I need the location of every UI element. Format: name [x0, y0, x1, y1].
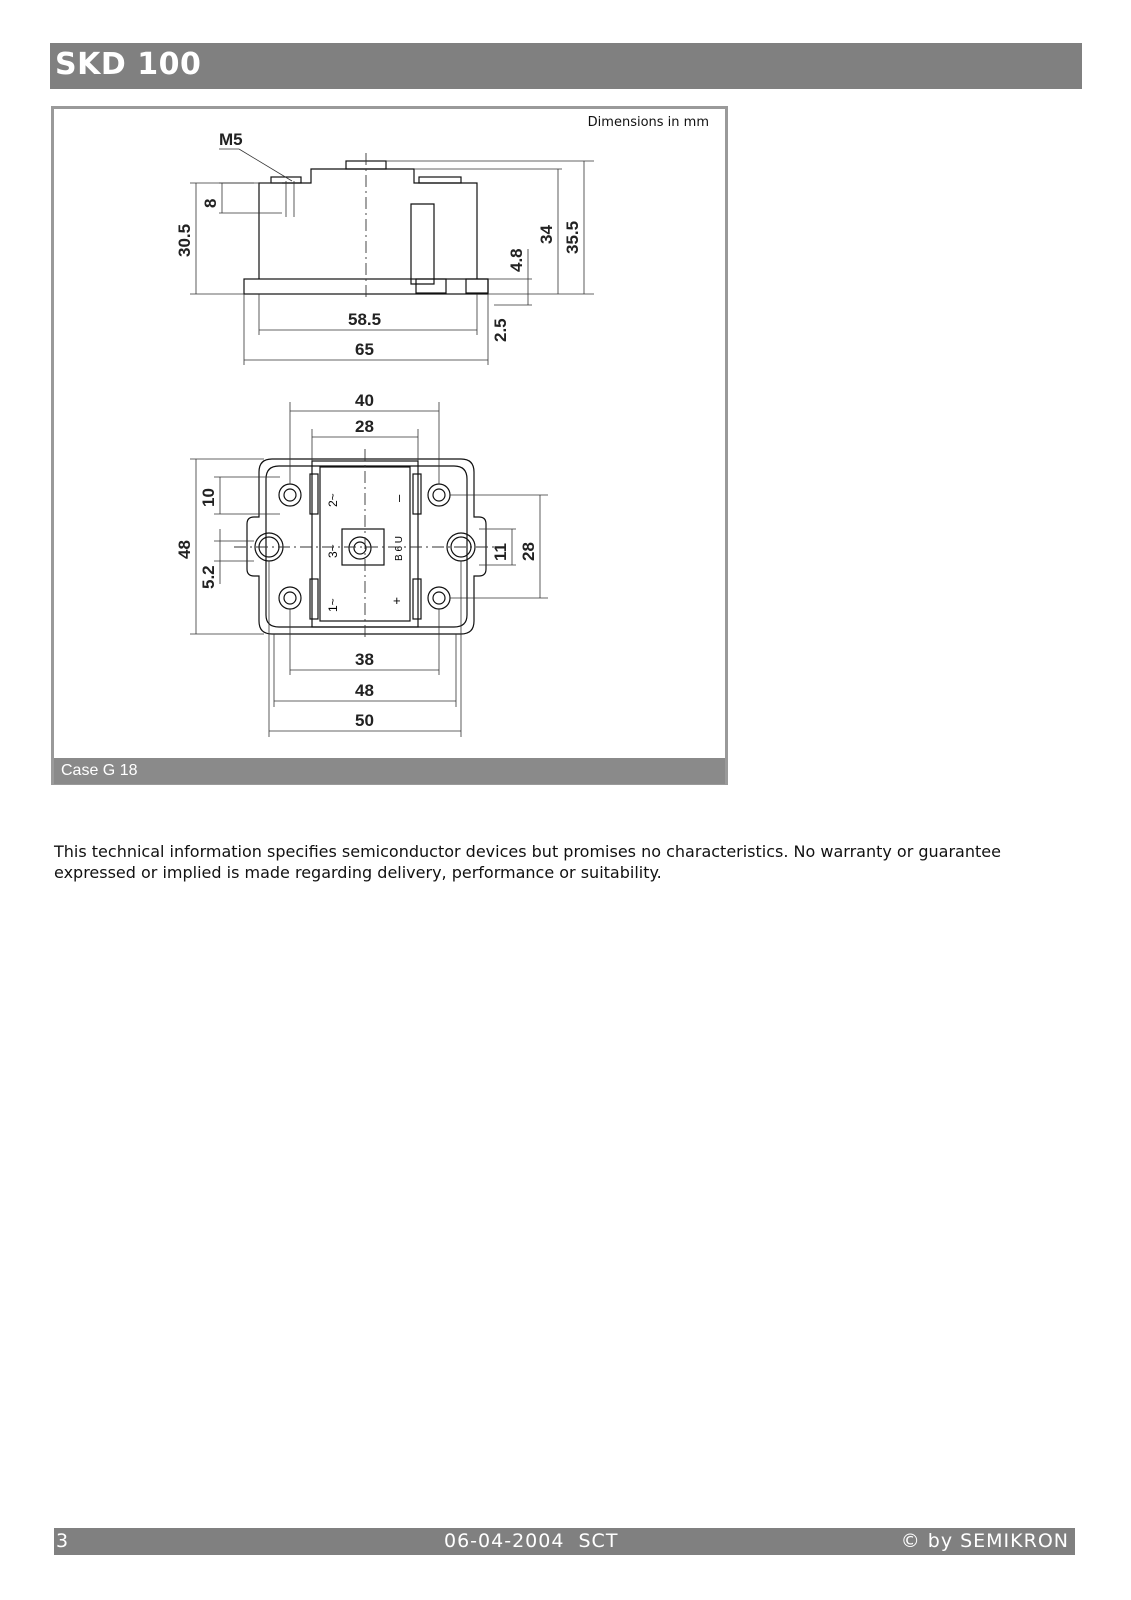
label-dim-4-8: 4.8 [507, 248, 526, 272]
terminal-3-screw-inner [354, 542, 366, 554]
label-dim-10: 10 [199, 488, 218, 507]
page-number: 3 [56, 1530, 69, 1552]
disclaimer-line-1: This technical information specifies semiconductor devices but promises no characteristics. No warranty or guarantee [54, 842, 1001, 861]
label-dim-2-5: 2.5 [491, 318, 510, 342]
date-code: 06-04-2004 SCT [444, 1530, 619, 1552]
label-dim-34: 34 [537, 225, 556, 244]
side-cutaway [411, 204, 434, 284]
label-dim-48-bottom: 48 [355, 681, 374, 700]
case-caption: Case G 18 [61, 762, 138, 779]
screw-1-inner [284, 592, 296, 604]
top-view [175, 391, 548, 737]
label-terminal-minus: – [391, 494, 406, 502]
screw-2 [279, 484, 301, 506]
terminal-bar-plus [413, 579, 421, 619]
case-drawing-figure [51, 106, 728, 785]
top-inner-outline [266, 466, 467, 627]
label-dim-28-right: 28 [519, 542, 538, 561]
label-dim-58-5: 58.5 [348, 310, 382, 329]
screw-minus-inner [433, 489, 445, 501]
label-dim-11: 11 [491, 543, 510, 561]
side-view [175, 130, 594, 365]
dimensions-note: Dimensions in mm [587, 115, 709, 130]
screw-minus [428, 484, 450, 506]
label-terminal-2: 2~ [326, 493, 340, 507]
case-caption-bar [54, 758, 725, 784]
label-dim-5-2: 5.2 [199, 565, 218, 589]
screw-plus [428, 587, 450, 609]
label-type-b6u: B 6 U [394, 535, 405, 561]
label-dim-50: 50 [355, 711, 374, 730]
label-dim-28-top: 28 [355, 417, 374, 436]
terminal-bar-2 [310, 474, 318, 514]
side-cutaway-foot [416, 279, 446, 293]
label-terminal-plus: + [393, 593, 401, 608]
terminal-bar-minus [413, 474, 421, 514]
label-terminal-1: 1~ [326, 598, 340, 612]
screw-2-inner [284, 489, 296, 501]
screw-1 [279, 587, 301, 609]
m5-leader-arrow [239, 149, 292, 181]
label-dim-65: 65 [355, 340, 374, 359]
side-cutaway-foot-right [466, 279, 488, 293]
label-dim-30-5: 30.5 [175, 223, 194, 257]
case-drawing [54, 109, 725, 758]
side-right-nut [419, 177, 461, 183]
label-m5: M5 [219, 130, 243, 149]
copyright: © by SEMIKRON [900, 1530, 1069, 1552]
terminal-3-screw [349, 537, 371, 559]
label-dim-48-left: 48 [175, 540, 194, 559]
label-terminal-3: 3~ [326, 544, 340, 558]
label-dim-38: 38 [355, 650, 374, 669]
disclaimer [54, 841, 1094, 883]
screw-plus-inner [433, 592, 445, 604]
side-body [259, 169, 477, 279]
title-bar [50, 43, 1082, 89]
label-dim-8: 8 [201, 198, 220, 208]
label-dim-35-5: 35.5 [563, 220, 582, 254]
disclaimer-line-2: expressed or implied is made regarding delivery, performance or suitability. [54, 863, 662, 882]
terminal-bar-1 [310, 579, 318, 619]
label-dim-40: 40 [355, 391, 374, 410]
document-title: SKD 100 [55, 47, 202, 82]
footer-bar [54, 1528, 1075, 1555]
